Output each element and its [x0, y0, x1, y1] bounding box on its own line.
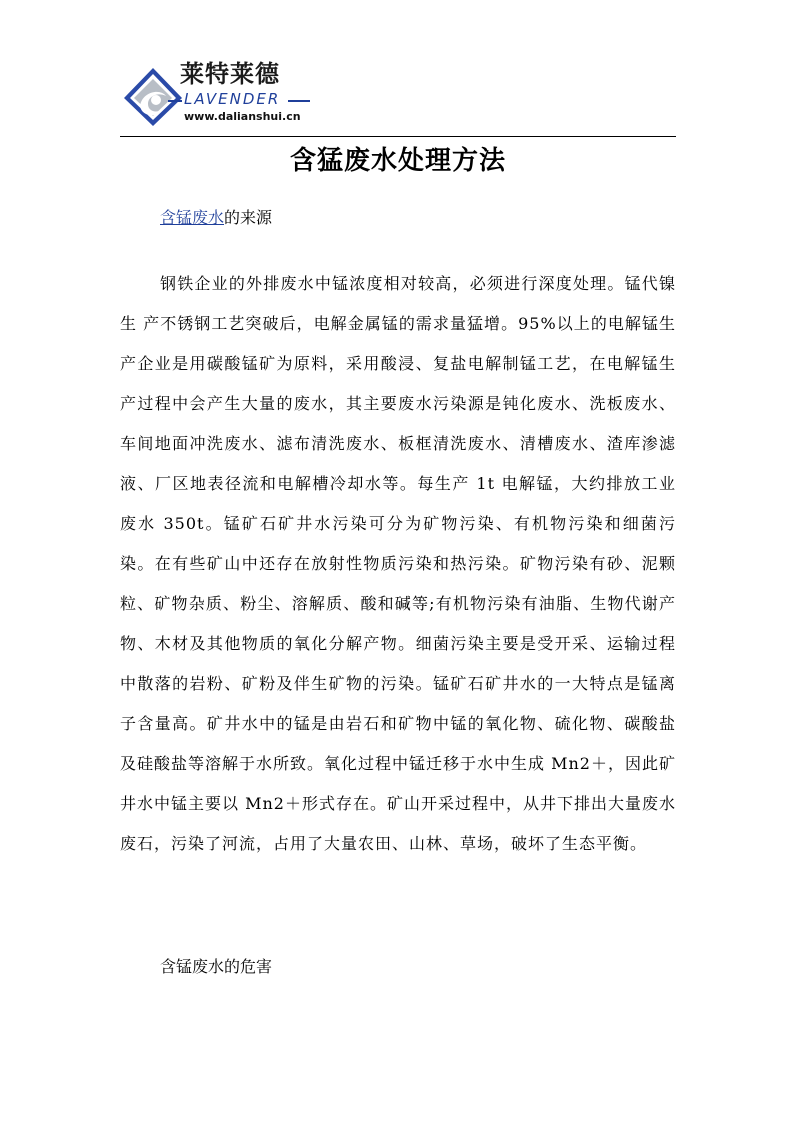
keyword-link[interactable]: 含锰废水	[160, 208, 225, 227]
brand-divider-left	[168, 100, 182, 102]
brand-website: www.dalianshui.cn	[184, 110, 301, 123]
header-rule	[120, 136, 676, 137]
section-heading-rest: 的来源	[224, 208, 273, 227]
section-heading-hazards: 含锰废水的危害	[160, 957, 273, 976]
brand-name-en: LAVENDER	[184, 90, 281, 108]
brand-name-cn: 莱特莱德	[180, 60, 280, 88]
brand-divider-right	[288, 100, 310, 102]
lavender-logo-icon	[120, 62, 186, 128]
section-heading-source	[160, 207, 272, 229]
page-title: 含猛废水处理方法	[289, 146, 506, 176]
document-header	[120, 52, 676, 138]
body-paragraph: 钢铁企业的外排废水中锰浓度相对较高，必须进行深度处理。锰代镍生 产不锈钢工艺突破后，电解金属锰的需求量猛增。95%以上的电解锰生产企业是用碳酸锰矿为原料，采用酸浸、复盐电解制锰工艺，在电解锰生产过程中会产生大量的废水，其主要废水污染源是钝化废水、洗板废水、车间地面冲洗废水、滤布清洗废水、板框清洗废水、清槽废水、渣库渗滤液、厂区地表径流和电解槽冷却水等。每生产 1t 电解锰，大约排放工业废水 350t。锰矿石矿井水污染可分为矿物污染、有机物污染和细菌污染。在有些矿山中还存在放射性物质污染和热污染。矿物污染有砂、泥颗粒、矿物杂质、粉尘、溶解质、酸和碱等;有机物污染有油脂、生物代谢产物、木材及其他物质的氧化分解产物。细菌污染主要是受开采、运输过程中散落的岩粉、矿粉及伴生矿物的污染。锰矿石矿井水的一大特点是锰离子含量高。矿井水中的锰是由岩石和矿物中锰的氧化物、硫化物、碳酸盐及硅酸盐等溶解于水所致。氧化过程中锰迁移于水中生成 Mn2＋，因此矿井水中锰主要以 Mn2＋形式存在。矿山开采过程中，从井下排出大量废水废石，污染了河流，占用了大量农田、山林、草场，破坏了生态平衡。	[120, 274, 676, 853]
